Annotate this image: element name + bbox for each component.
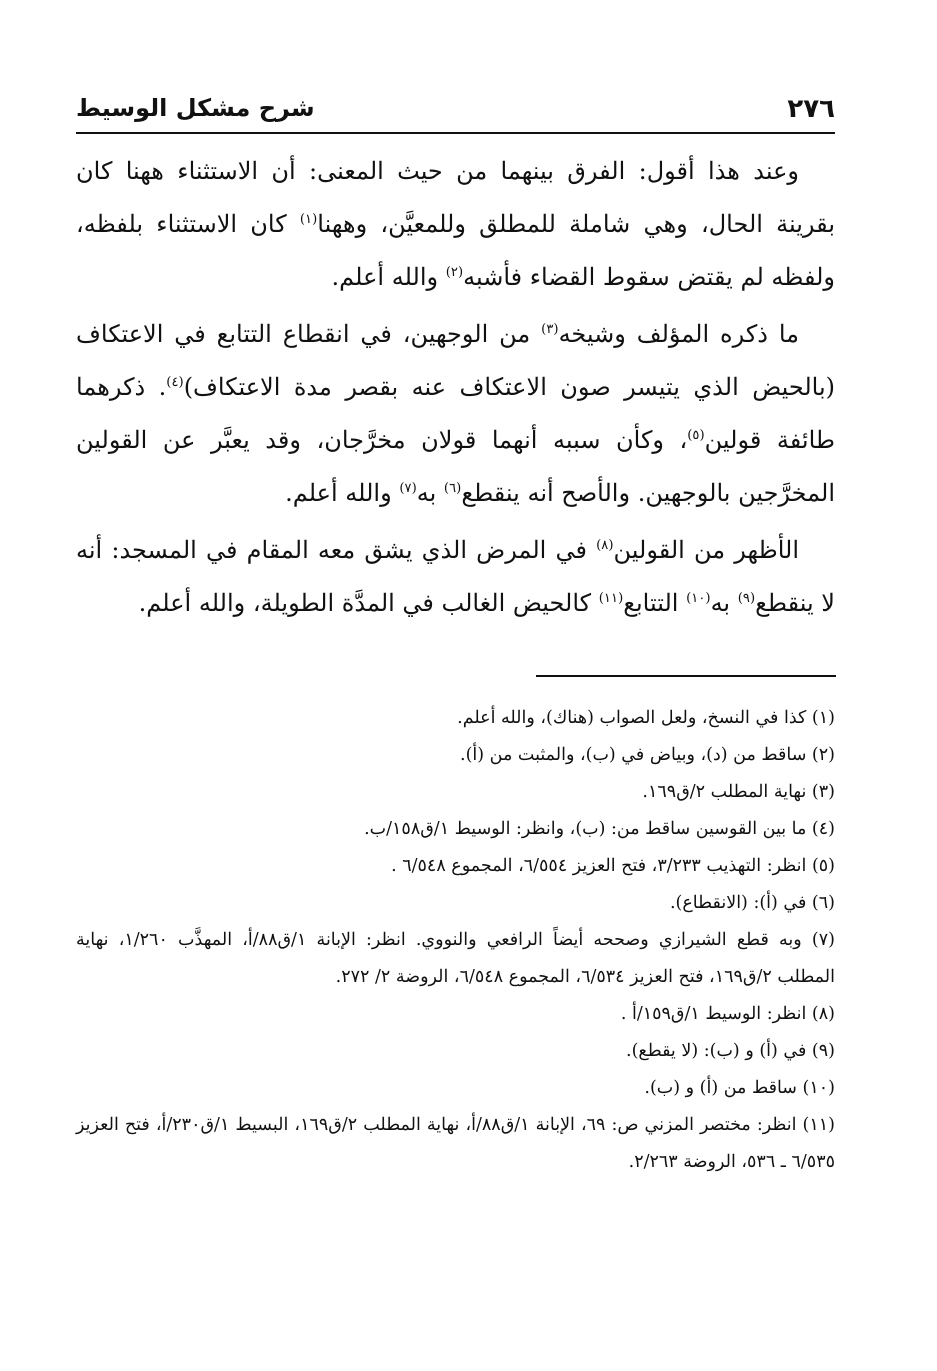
text-run: والله أعلم. [331, 263, 446, 291]
text-run: وعند هذا أقول: الفرق بينهما من حيث المعنى: أن الاستثناء ههنا كان بقرينة الحال، وهي شاملة للمطلق وللمعيَّن، وههنا [76, 157, 835, 238]
footnote-marker: (٨) [596, 538, 614, 553]
footnote: (٤) ما بين القوسين ساقط من: (ب)، وانظر: الوسيط ١/ق١٥٨/ب. [364, 819, 835, 839]
text-run: ما ذكره المؤلف وشيخه [558, 320, 799, 348]
running-title: شرح مشكل الوسيط [76, 94, 315, 122]
text-run: التتابع [623, 589, 687, 617]
footnote-marker: (٥) [687, 428, 705, 443]
footnote: (٣) نهاية المطلب ٢/ق١٦٩. [642, 782, 835, 802]
text-run: كالحيض الغالب في المدَّة الطويلة، والله أعلم. [138, 589, 599, 617]
footnotes [76, 700, 835, 1181]
footnote-marker: (٩) [737, 591, 756, 606]
footnote-marker: (٦) [443, 481, 462, 496]
footnote: (٩) في (أ) و (ب): (لا يقطع). [626, 1041, 835, 1061]
text-run: في المرض الذي يشق معه المقام في المسجد: أنه لا ينقطع [76, 536, 835, 617]
text-run: من الوجهين، في انقطاع التتابع في الاعتكاف (بالحيض الذي يتيسر صون الاعتكاف عنه بقصر مدة الاعتكاف) [76, 320, 835, 401]
footnote: (١٠) ساقط من (أ) و (ب). [644, 1078, 835, 1098]
main-text [76, 145, 835, 634]
footnote: (٧) وبه قطع الشيرازي وصححه أيضاً الرافعي والنووي. انظر: الإبانة ١/ق٨٨/أ، المهذَّب ١/٢٦٠، نهاية المطلب ٢/ق١٦٩، فتح العزيز ٦/٥٣٤، المجموع ٦/٥٤٨، الروضة ٢/ ٢٧٢. [76, 930, 835, 987]
footnote-marker: (٢) [445, 265, 464, 280]
footnote-marker: (١) [299, 212, 318, 227]
footnote: (٥) انظر: التهذيب ٣/٢٣٣، فتح العزيز ٦/٥٥٤، المجموع ٦/٥٤٨ . [391, 856, 835, 876]
paragraph [76, 145, 835, 304]
text-run: به [710, 589, 738, 617]
paragraph [76, 308, 835, 520]
text-run: الأظهر من القولين [613, 536, 799, 564]
footnote-marker: (١٠) [686, 591, 711, 606]
page-number: ٢٧٦ [787, 94, 835, 124]
text-run: به [416, 479, 444, 507]
text-run: والله أعلم. [285, 479, 400, 507]
text-run: . ذكرهما طائفة قولين [76, 373, 835, 454]
footnote-marker: (٧) [399, 481, 417, 496]
paragraph [76, 524, 835, 630]
text-run: كان الاستثناء بلفظه، ولفظه لم يقتض سقوط القضاء فأشبه [76, 210, 835, 291]
footnote-separator [536, 675, 836, 677]
footnote-marker: (٣) [541, 322, 559, 337]
footnote: (١) كذا في النسخ، ولعل الصواب (هناك)، والله أعلم. [457, 708, 835, 728]
footnote-marker: (٤) [166, 375, 184, 390]
page-header [76, 92, 835, 134]
footnote: (٨) انظر: الوسيط ١/ق١٥٩/أ . [620, 1004, 835, 1024]
footnote: (١١) انظر: مختصر المزني ص: ٦٩، الإبانة ١/ق٨٨/أ، نهاية المطلب ٢/ق١٦٩، البسيط ١/ق٢٣٠/أ، فتح العزيز ٦/٥٣٥ ـ ٥٣٦، الروضة ٢/٢٦٣. [76, 1115, 835, 1172]
footnote: (٦) في (أ): (الانقطاع). [669, 893, 835, 913]
footnote: (٢) ساقط من (د)، وبياض في (ب)، والمثبت من (أ). [460, 745, 835, 765]
footnote-marker: (١١) [598, 591, 624, 606]
text-run: ، وكأن سببه أنهما قولان مخرَّجان، وقد يعبَّر عن القولين المخرَّجين بالوجهين. والأصح أنه ينقطع [76, 426, 835, 507]
